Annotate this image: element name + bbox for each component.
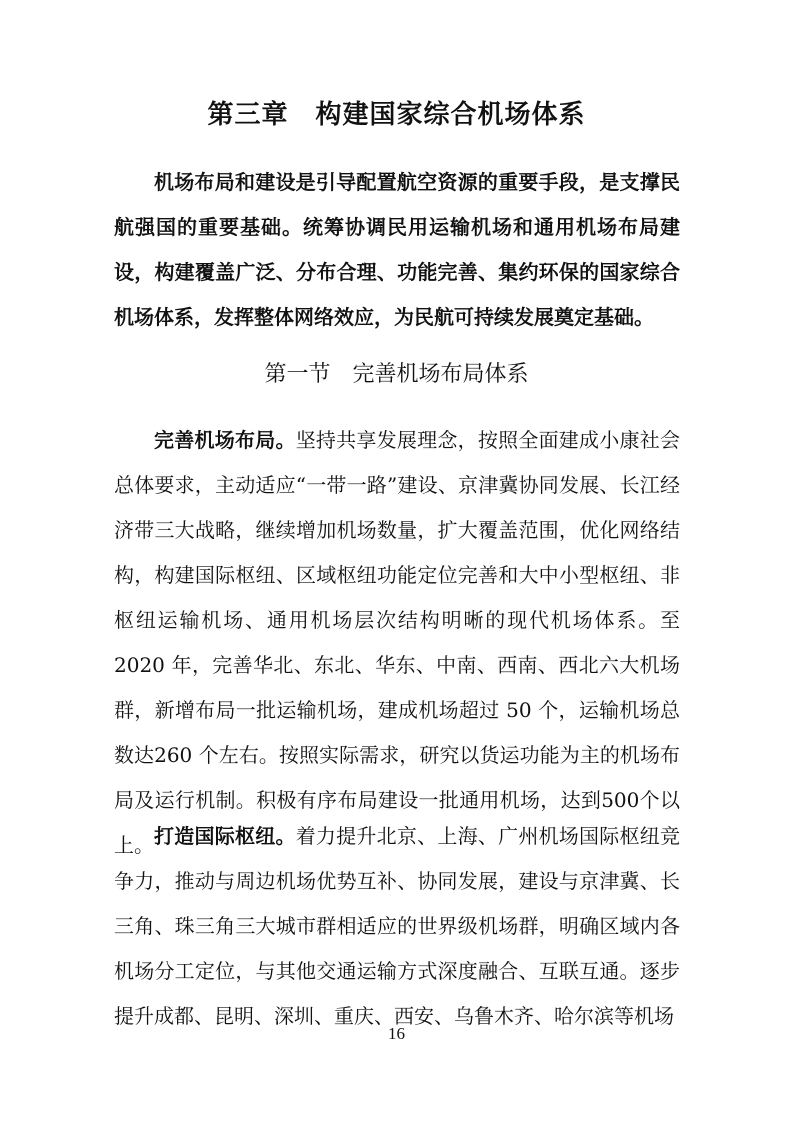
- paragraph-lead: 打造国际枢纽。: [154, 824, 296, 848]
- intro-paragraph: 机场布局和建设是引导配置航空资源的重要手段，是支撑民航强国的重要基础。统筹协调民用运输机场和通用机场布局建设，构建覆盖广泛、分布合理、功能完善、集约环保的国家综合机场体系，发挥整体网络效应，为民航可持续发展奠定基础。: [114, 170, 680, 329]
- chapter-title: 第三章 构建国家综合机场体系: [207, 100, 586, 130]
- paragraph-lead: 完善机场布局。: [154, 428, 296, 452]
- paragraph-body: 坚持共享发展理念，按照全面建成小康社会总体要求，主动适应“一带一路”建设、京津冀协同发展、长江经济带三大战略，继续增加机场数量，扩大覆盖范围，优化网络结构，构建国际枢纽、区域枢纽功能定位完善和大中小型枢纽、非枢纽运输机场、通用机场层次结构明晰的现代机场体系。至2020 年，完善华北、东北、华东、中南、西南、西北六大机场群，新增布局一批运输机场，建成机场超过 50 个，运输机场总数达260 个左右。按照实际需求，研究以货运功能为主的机场布局及运行机制。积极有序布局建设一批通用机场，达到500个以上。: [114, 428, 681, 857]
- paragraph-body: 着力提升北京、上海、广州机场国际枢纽竞争力，推动与周边机场优势互补、协同发展，建设与京津冀、长三角、珠三角三大城市群相适应的世界级机场群，明确区域内各机场分工定位，与其他交通运输方式深度融合、互联互通。逐步提升成都、昆明、深圳、重庆、西安、乌鲁木齐、哈尔滨等机场: [114, 824, 681, 1028]
- paragraph-international-hub: [114, 814, 680, 1039]
- page-number: 16: [388, 1024, 405, 1043]
- paragraph-airport-layout: [114, 418, 680, 868]
- section-title: 第一节 完善机场布局体系: [264, 362, 529, 387]
